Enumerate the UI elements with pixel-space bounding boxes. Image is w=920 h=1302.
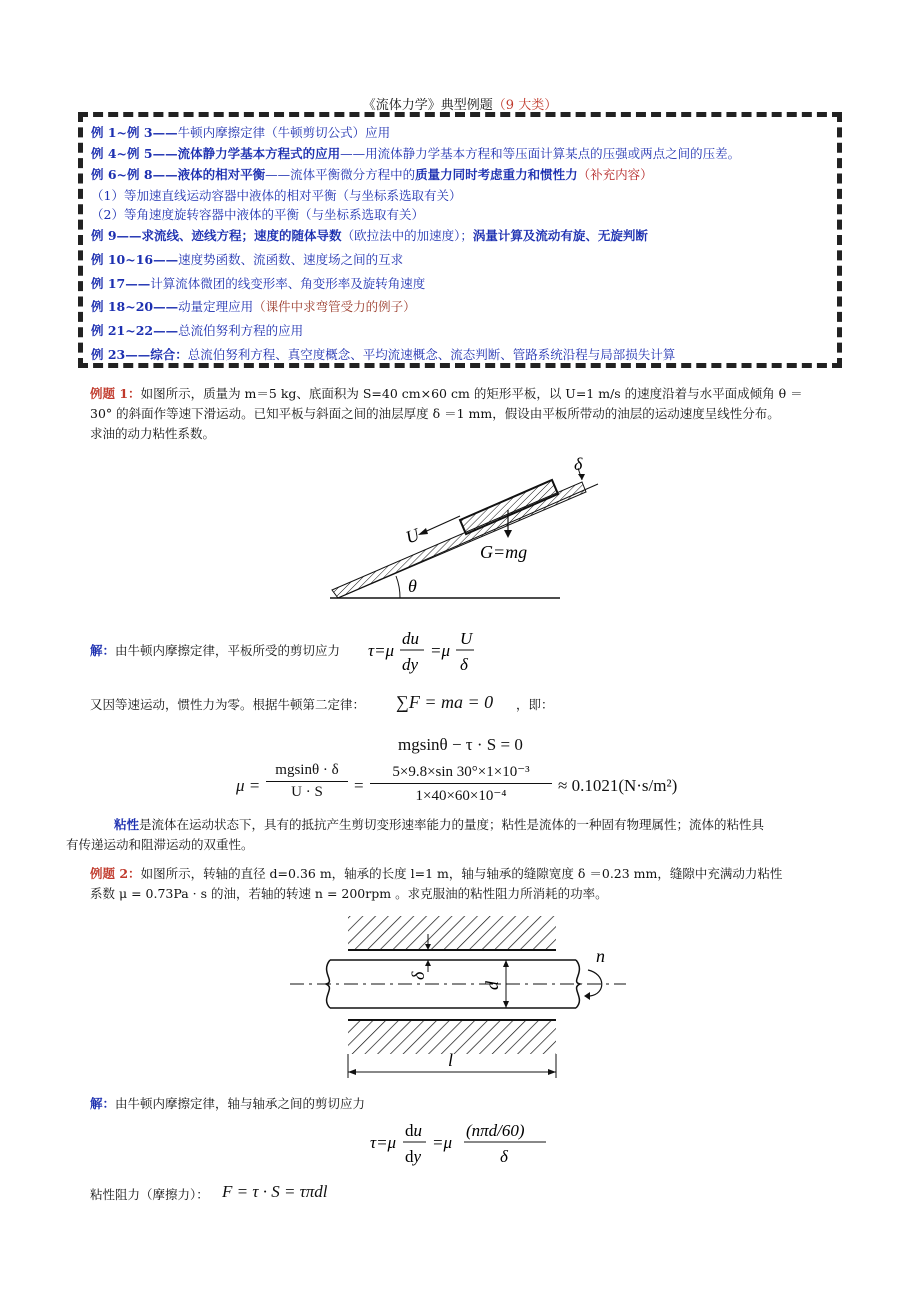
theta-label: θ xyxy=(408,576,417,596)
diameter-label: d xyxy=(482,981,502,990)
svg-text:τ=μ: τ=μ xyxy=(370,1133,397,1152)
toc-line-2: 例 4~例 5——流体静力学基本方程式的应用——用流体静力学基本方程和等压面计算某点的压强或两点之间的压差。 xyxy=(91,146,741,161)
toc-line-8: 例 17——计算流体微团的线变形率、角变形率及旋转角速度 xyxy=(91,276,426,291)
toc-line-4: （1）等加速直线运动容器中液体的相对平衡（与坐标系选取有关） xyxy=(91,188,462,203)
svg-text:du: du xyxy=(402,629,419,648)
solution-2-line-1: 解：由牛顿内摩擦定律，轴与轴承之间的剪切应力 xyxy=(90,1096,366,1111)
toc-line-1: 例 1~例 3——牛顿内摩擦定律（牛顿剪切公式）应用 xyxy=(91,125,391,140)
svg-text:=μ: =μ xyxy=(432,1133,453,1152)
viscosity-definition: 粘性是流体在运动状态下，具有的抵抗产生剪切变形速率能力的量度；粘性是流体的一种固有物理属性；流体的粘性具 有传递运动和阻滞运动的双重性。 xyxy=(66,817,765,852)
svg-text:=μ: =μ xyxy=(430,641,451,660)
friction-force-equation: F = τ · S = τπdl xyxy=(222,1182,328,1201)
gap-label: δ xyxy=(408,971,428,980)
rpm-label: n xyxy=(596,946,605,966)
page-title: 《流体力学》典型例题（9 大类） xyxy=(362,98,558,113)
shaft-shear-formula xyxy=(370,1116,560,1172)
svg-text:δ: δ xyxy=(500,1147,508,1166)
velocity-label: U xyxy=(402,524,422,548)
svg-text:U: U xyxy=(460,629,473,648)
svg-text:(nπd/60): (nπd/60) xyxy=(466,1121,525,1140)
delta-label: δ xyxy=(574,454,583,474)
example-1-statement: 例题 1：如图所示，质量为 m＝5 kg、底面积为 S=40 cm×60 cm 的矩形平板，以 U=1 m/s 的速度沿着与水平面成倾角 θ ＝ 30° 的斜面作等速下滑运动。已知平板与斜面之间的油层厚度 δ ＝1 mm，假设由平板所带动的油层的运动速度呈线性分布。 求油的动力粘性系数。 xyxy=(90,386,803,441)
toc-line-9: 例 18~20——动量定理应用（课件中求弯管受力的例子） xyxy=(91,299,416,314)
svg-text:τ=μ: τ=μ xyxy=(368,641,395,660)
solution-2-line-2: 粘性阻力（摩擦力）： xyxy=(90,1187,209,1202)
equilibrium-equation: mgsinθ − τ · S = 0 xyxy=(398,735,523,754)
toc-line-6: 例 9——求流线、迹线方程；速度的随体导数（欧拉法中的加速度）；涡量计算及流动有旋、无旋判断 xyxy=(91,228,648,243)
shaft-bearing-figure xyxy=(290,912,630,1082)
contents-box xyxy=(78,112,842,368)
svg-text:dy: dy xyxy=(405,1147,422,1166)
solution-1-tail: ，即： xyxy=(516,697,554,712)
shear-stress-formula xyxy=(368,624,488,680)
length-label: l xyxy=(448,1050,454,1070)
example-2-statement: 例题 2：如图所示，转轴的直径 d=0.36 m，轴承的长度 l=1 m，轴与轴承的缝隙宽度 δ ＝0.23 mm，缝隙中充满动力粘性 系数 μ = 0.73Pa · s 的油，若轴的转速 n = 200rpm 。求克服油的粘性阻力所消耗的功率。 xyxy=(90,866,783,901)
svg-text:du: du xyxy=(405,1121,422,1140)
viscosity-result-equation: μ = mgsinθ · δ U · S = 5×9.8×sin 30°×1×10⁻³ 1×40×60×10⁻⁴ ≈ 0.1021(N·s/m²) xyxy=(236,762,678,804)
toc-line-3: 例 6~例 8——液体的相对平衡——流体平衡微分方程中的质量力同时考虑重力和惯性力（补充内容） xyxy=(91,167,653,182)
toc-line-5: （2）等角速度旋转容器中液体的平衡（与坐标系选取有关） xyxy=(91,207,424,222)
gravity-label: G=mg xyxy=(480,542,528,562)
toc-line-7: 例 10~16——速度势函数、流函数、速度场之间的互求 xyxy=(91,252,404,267)
toc-line-10: 例 21~22——总流伯努利方程的应用 xyxy=(91,323,304,338)
svg-text:δ: δ xyxy=(460,655,468,674)
svg-text:dy: dy xyxy=(402,655,419,674)
toc-line-11: 例 23——综合：总流伯努利方程、真空度概念、平均流速概念、流态判断、管路系统沿程与局部损失计算 xyxy=(91,347,676,362)
inclined-plane-figure xyxy=(320,450,610,610)
solution-1-line-2: 又因等速运动，惯性力为零。根据牛顿第二定律： xyxy=(90,697,366,712)
newton-second-law: ∑F = ma = 0 xyxy=(396,692,494,712)
solution-1-line-1: 解：由牛顿内摩擦定律，平板所受的剪切应力 xyxy=(90,643,341,658)
